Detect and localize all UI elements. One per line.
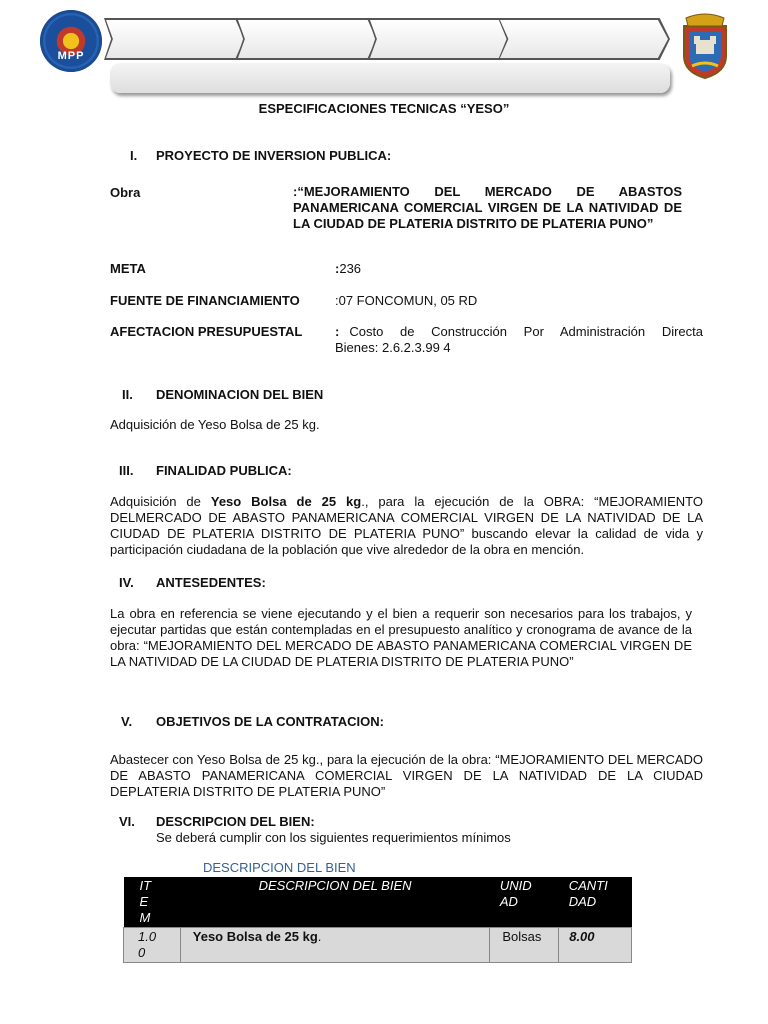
items-table: [123, 877, 632, 963]
process-arrow-1: [106, 20, 244, 58]
process-arrow-3: [370, 20, 508, 58]
afectacion-label: AFECTACION PRESUPUESTAL: [110, 324, 303, 339]
section-4-title: ANTESEDENTES:: [156, 575, 266, 590]
row-description-post: .: [317, 929, 322, 944]
section-6-number: VI.: [119, 814, 135, 829]
section-1-title: PROYECTO DE INVERSION PUBLICA:: [156, 148, 392, 163]
section-3-text: [110, 494, 703, 558]
section-1-heading: [130, 148, 391, 163]
coat-of-arms-logo: [678, 12, 732, 80]
section-2-number: II.: [122, 387, 133, 402]
section-2-text: Adquisición de Yeso Bolsa de 25 kg.: [110, 417, 320, 432]
row-unit: Bolsas: [490, 928, 559, 963]
table-caption: DESCRIPCION DEL BIEN: [203, 860, 356, 875]
section-5-heading: [121, 714, 384, 729]
afectacion-line-1: [335, 324, 703, 340]
document-title: ESPECIFICACIONES TECNICAS “YESO”: [258, 101, 510, 116]
meta-colon: :: [335, 261, 340, 276]
section-4-heading: [119, 575, 266, 590]
obra-value: :“MEJORAMIENTO DEL MERCADO DE ABASTOS PANAMERICANA COMERCIAL VIRGEN DE LA NATIVIDAD DE LA CIUDAD DE PLATERIA DISTRITO DE PLATERIA PUNO”: [293, 184, 682, 231]
header-quantity: CANTI DAD: [559, 877, 632, 928]
section-2-title: DENOMINACION DEL BIEN: [156, 387, 324, 402]
afectacion-value-line-2: Bienes: 2.6.2.3.99 4: [335, 340, 451, 355]
section-5-title: OBJETIVOS DE LA CONTRATACION:: [156, 714, 384, 729]
section-3-title: FINALIDAD PUBLICA:: [156, 463, 292, 478]
meta-label: META: [110, 261, 146, 276]
section-6-subtext: Se deberá cumplir con los siguientes requerimientos mínimos: [156, 830, 511, 845]
section-3-text-pre: Adquisición de: [110, 494, 211, 509]
section-3-text-post: ., para la ejecución de la OBRA: “MEJORAMIENTO DELMERCADO DE ABASTO PANAMERICANA COMERCIAL VIRGEN DE LA NATIVIDAD DE LA CIUDAD DE PLATERIA DISTRITO DE PLATERIA PUNO” buscando elevar la calidad de vida y participación ciudadana de la población que vive alrededor de la obra en mención.: [110, 494, 704, 557]
section-6-heading: [119, 814, 315, 829]
section-2-heading: [122, 387, 323, 402]
table-header-row: [124, 877, 632, 928]
section-5-number: V.: [121, 714, 133, 729]
meta-value-wrap: [335, 261, 361, 276]
section-4-number: IV.: [119, 575, 134, 590]
obra-label: Obra: [110, 185, 141, 200]
fuente-label: FUENTE DE FINANCIAMIENTO: [110, 293, 300, 308]
header-unit: UNID AD: [490, 877, 559, 928]
row-description-bold: Yeso Bolsa de 25 kg: [192, 929, 318, 944]
afectacion-value: [335, 324, 703, 356]
afectacion-colon: :: [335, 324, 340, 339]
process-arrow-4: [500, 20, 668, 58]
section-3-number: III.: [119, 463, 134, 478]
section-5-text: Abastecer con Yeso Bolsa de 25 kg., para la ejecución de la obra: “MEJORAMIENTO DEL MERCADO DE ABASTO PANAMERICANA COMERCIAL VIRGEN DE LA NATIVIDAD DE LA CIUDAD DEPLATERIA DISTRITO DE PLATERIA PUNO”: [110, 752, 703, 799]
section-1-number: I.: [130, 148, 138, 163]
section-4-text: La obra en referencia se viene ejecutando y el bien a requerir son necesarios para los trabajos, y ejecutar partidas que están contempladas en el presupuesto analítico y cronograma de avance de la obra: “MEJORAMIENTO DEL MERCADO DE ABASTO PANAMERICANA COMERCIAL VIRGEN DE LA NATIVIDAD DE LA CIUDAD DE PLATERIA DISTRITO DE PLATERIA PUNO”: [110, 606, 692, 669]
header-item: IT E M: [124, 877, 181, 928]
row-description: [180, 928, 490, 963]
row-item: 1.0 0: [124, 928, 181, 963]
header-description: DESCRIPCION DEL BIEN: [180, 877, 490, 928]
section-3-text-bold: Yeso Bolsa de 25 kg: [210, 494, 362, 509]
afectacion-value-line-1: Costo de Construcción Por Administración Directa: [349, 324, 703, 339]
meta-value: 236: [339, 261, 362, 276]
logo-text: MPP: [57, 50, 85, 62]
fuente-value: :07 FONCOMUN, 05 RD: [335, 293, 478, 308]
municipality-logo: [40, 10, 102, 72]
row-quantity: 8.00: [559, 928, 632, 963]
header-banner: [110, 63, 670, 93]
section-6-title: DESCRIPCION DEL BIEN:: [156, 814, 315, 829]
section-3-heading: [119, 463, 292, 478]
table-row: [124, 928, 632, 963]
process-arrow-2: [238, 20, 376, 58]
